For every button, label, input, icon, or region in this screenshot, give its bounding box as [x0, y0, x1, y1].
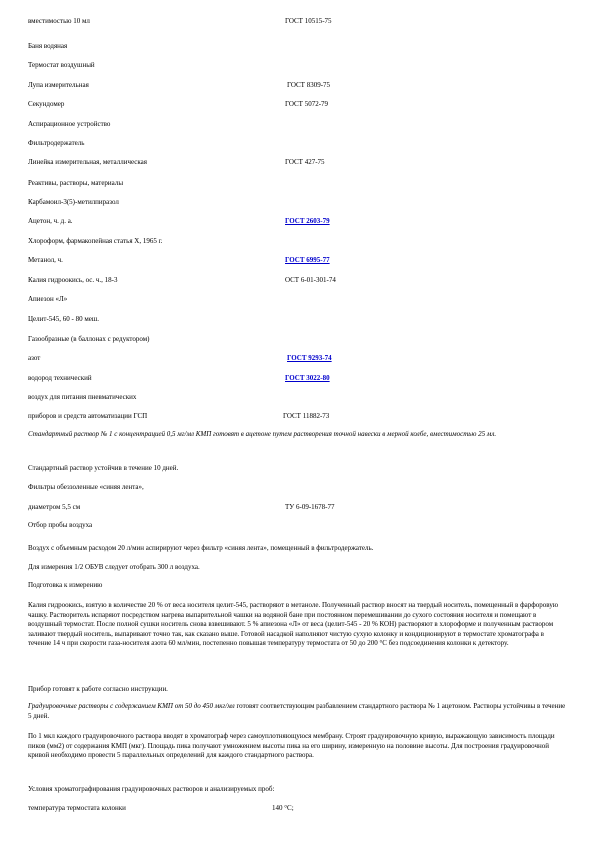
calibration-emphasis: Градуировочные растворы с содержанием КМП от 50 до 450 мкг/мл	[28, 702, 235, 710]
list-item: Метанол, ч.	[28, 256, 63, 264]
list-item: Лупа измерительная	[28, 81, 89, 89]
conditions-text: Условия хроматографирования градуировочных растворов и анализируемых проб:	[28, 785, 275, 793]
injection-paragraph: По 1 мкл каждого градуировочного раствора вводят в хроматограф через самоуплотняющуюся мембрану. Строят градуировочную кривую, выражающую зависимость площади пиков (мм2) от содержания КМП (мкг). Площадь пика получают умножением высоты пика на его ширину, измеренную на половине высоты. Для построения градуировочной кривой необходимо провести 5 параллельных определений для каждого стандартного раствора.	[28, 732, 555, 759]
temperature-value: 140 °С;	[272, 804, 294, 812]
instrument-ready-text: Прибор готовят к работе согласно инструкции.	[28, 685, 168, 693]
standard-code: ГОСТ 8309-75	[287, 81, 331, 89]
standard-link[interactable]: ГОСТ 6995-77	[285, 256, 330, 264]
standard-code: ГОСТ 427-75	[285, 158, 325, 166]
standard-code: ОСТ 6-01-301-74	[285, 276, 336, 284]
section-heading: Подготовка к измерению	[28, 581, 103, 589]
list-item: Апиезон «Л»	[28, 295, 68, 303]
list-item: Калия гидроокись, ос. ч., 18-3	[28, 276, 118, 284]
standard-link[interactable]: ГОСТ 9293-74	[287, 354, 332, 362]
list-item: приборов и средств автоматизации ГСП	[28, 412, 148, 420]
standard-link[interactable]: ГОСТ 2603-79	[285, 217, 330, 225]
list-item: азот	[28, 354, 41, 362]
calibration-paragraph	[28, 702, 568, 721]
stability-text: Стандартный раствор устойчив в течение 10 дней.	[28, 464, 179, 472]
list-item: Газообразные (в баллонах с редуктором)	[28, 335, 150, 343]
preparation-paragraph: Калия гидроокись, взятую в количестве 20 % от веса носителя целит-545, растворяют в метаноле. Полученный раствор вносят на твердый носитель, помещенный в фарфоровую чашку. Растворитель испаряют посредством нагрева выпарительной чашки на водяной бане при постоянном перемешивании до сухого состояния носителя и помещают в воздушный термостат. После полной сушки носитель снова взвешивают. 5 % апиезона «Л» от веса (целит-545 - 20 % КОН) растворяют в хлороформе и полученным раствором заливают твердый носитель, выпаривают точно так, как сказано выше. Готовой насадкой наполняют чистую сухую колонку и кондиционируют в термостате хроматографа в течение 14 ч при скорости газа-носителя азота 60 мл/мин, постепенно повышая температуру термостата от 50 до 200 °С без подсоединения колонки к детектору.	[28, 601, 559, 647]
list-item: температура термостата колонки	[28, 804, 126, 812]
list-item: вместимостью 10 мл	[28, 17, 90, 25]
list-item: Хлороформ, фармакопейная статья X, 1965 г.	[28, 237, 163, 245]
calibration-rest: готовят соответствующим разбавлением стандартного раствора № 1 ацетоном. Растворы устойчивы в течение 5 дней.	[28, 702, 566, 720]
list-item: Секундомер	[28, 100, 65, 108]
list-item: Ацетон, ч. д. а.	[28, 217, 73, 225]
standard-code: ГОСТ 11882-73	[283, 412, 330, 420]
sampling-volume-text: Для измерения 1/2 ОБУВ следует отобрать 300 л воздуха.	[28, 563, 200, 571]
standard-code: ГОСТ 5072-79	[285, 100, 329, 108]
list-item: водород технический	[28, 374, 92, 382]
list-item: Аспирационное устройство	[28, 120, 111, 128]
standard-link[interactable]: ГОСТ 3022-80	[285, 374, 330, 382]
list-item: Линейка измерительная, металлическая	[28, 158, 147, 166]
section-heading: Реактивы, растворы, материалы	[28, 179, 124, 187]
section-heading: Отбор пробы воздуха	[28, 521, 93, 529]
standard-solution-paragraph: Стандартный раствор № 1 с концентрацией 0,5 мг/мл КМП готовят в ацетоне путем растворения точной навески в мерной колбе, вместимостью 25 мл.	[28, 430, 497, 438]
list-item: диаметром 5,5 см	[28, 503, 81, 511]
list-item: Термостат воздушный	[28, 61, 95, 69]
list-item: Фильтродержатель	[28, 139, 85, 147]
list-item: Баня водяная	[28, 42, 68, 50]
list-item: Фильтры обеззоленные «синяя лента»,	[28, 483, 144, 491]
list-item: Целит-545, 60 - 80 меш.	[28, 315, 100, 323]
standard-code: ГОСТ 10515-75	[285, 17, 332, 25]
sampling-text: Воздух с объемным расходом 20 л/мин аспирируют через фильтр «синяя лента», помещенный в фильтродержатель.	[28, 544, 374, 552]
list-item: Карбамоил-3(5)-метилпиразол	[28, 198, 119, 206]
list-item: воздух для питания пневматических	[28, 393, 137, 401]
standard-code: ТУ 6-09-1678-77	[285, 503, 335, 511]
